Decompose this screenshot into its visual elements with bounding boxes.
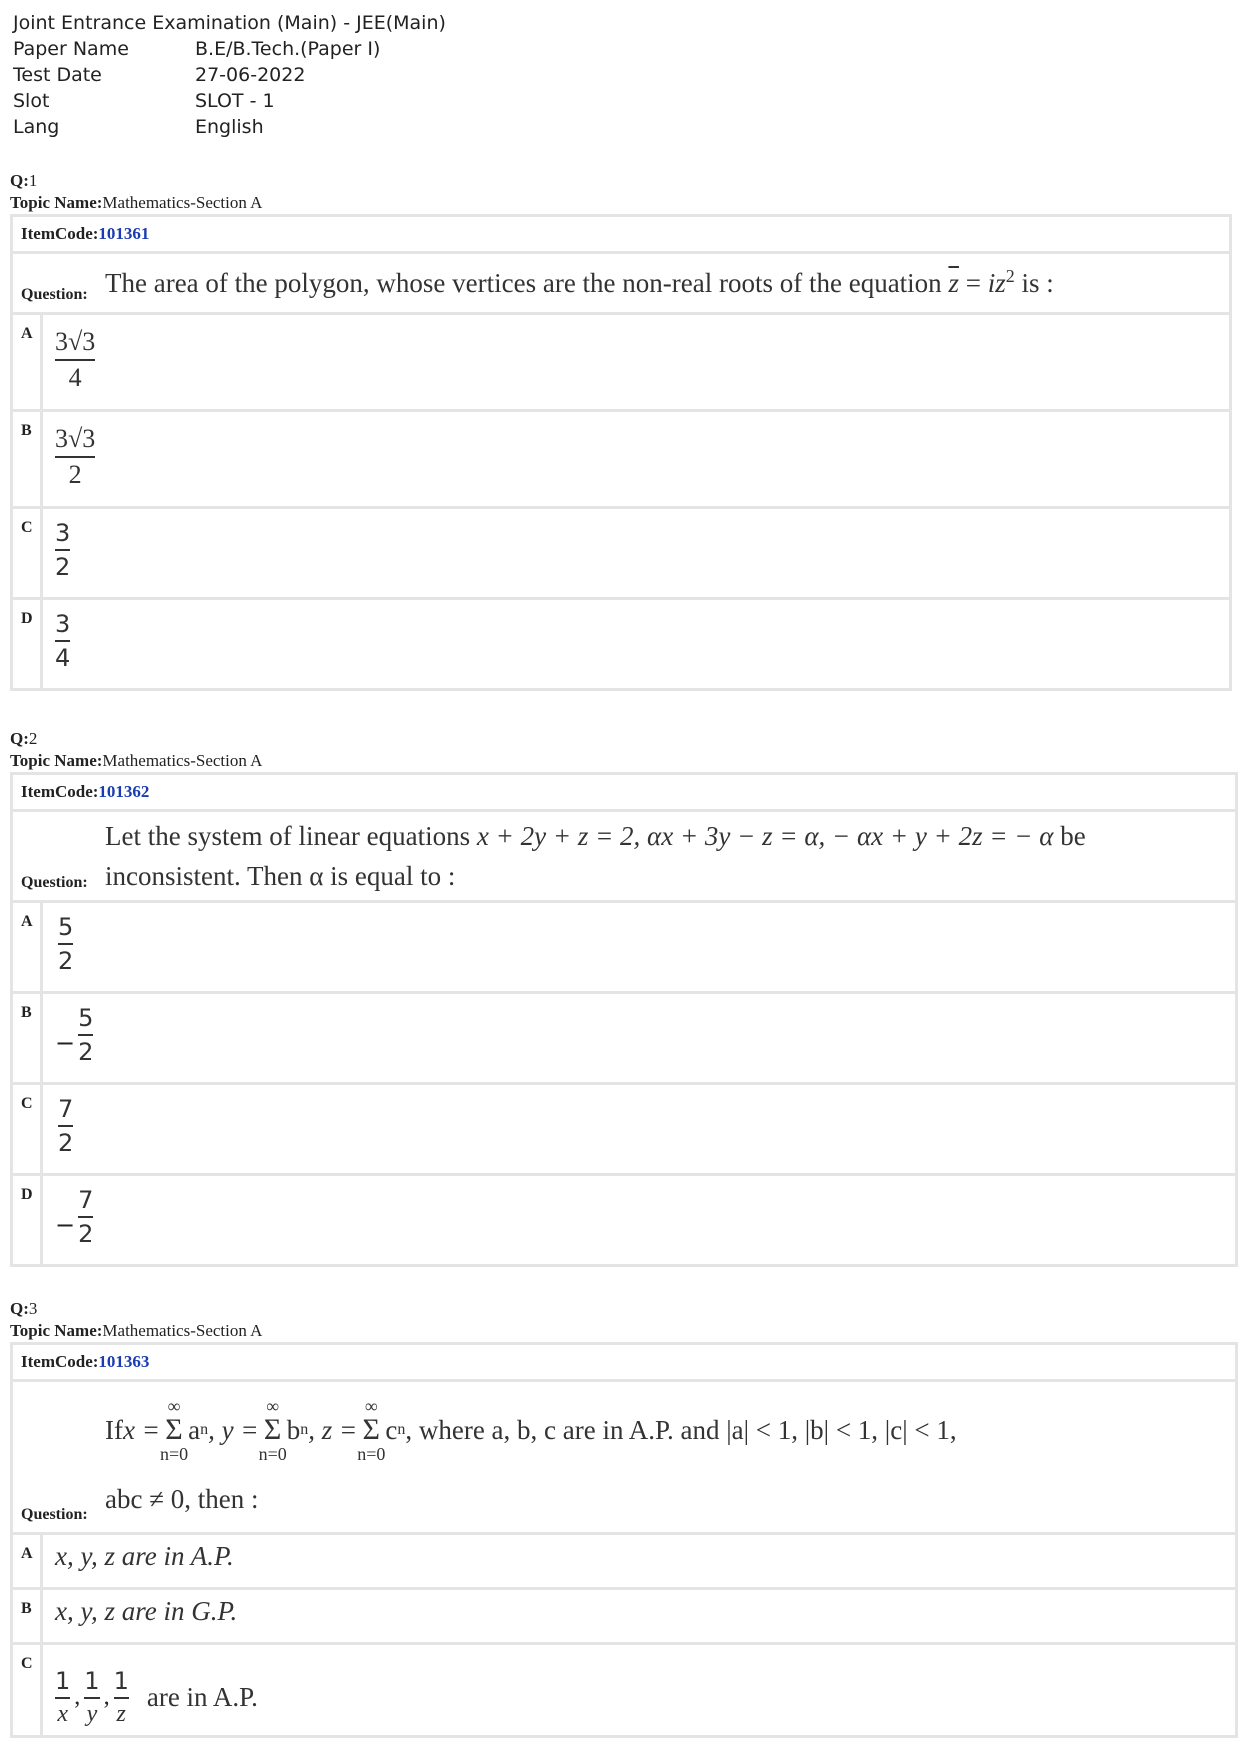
option-c[interactable]: C $\frac{1}{x}$ , $\frac{1}{y}$ , $\frac{1}{z}$ are in A.P. xyxy=(13,1645,1235,1735)
topic-name: Topic Name:Mathematics-Section A xyxy=(10,751,263,770)
option-fraction: $\frac{5}{2}$ xyxy=(58,913,74,975)
option-fraction: $\frac{1}{y}$ xyxy=(84,1666,100,1727)
option-label: C xyxy=(13,509,43,597)
option-label: D xyxy=(13,600,43,688)
question-text: The area of the polygon, whose vertices are the non-real roots of the equation $\overline{z} = iz^2$ is : xyxy=(105,266,1054,298)
meta-label: Paper Name xyxy=(13,38,129,60)
question-block-3 xyxy=(10,1298,1238,1738)
question-row xyxy=(13,254,1229,315)
question-table xyxy=(10,1342,1238,1738)
option-a[interactable] xyxy=(13,315,1229,412)
option-b[interactable] xyxy=(13,412,1229,509)
option-fraction: $\frac{7}{2}$ xyxy=(78,1186,94,1248)
item-code: 101362 xyxy=(98,782,150,801)
option-text: x, y, z are in G.P. xyxy=(55,1596,238,1626)
option-label: B xyxy=(13,412,43,506)
exam-title: Joint Entrance Examination (Main) - JEE(Main) xyxy=(13,12,446,34)
option-a[interactable] xyxy=(13,1535,1235,1590)
meta-value: English xyxy=(195,116,264,138)
option-fraction: $\frac{3}{2}$ xyxy=(55,519,71,581)
option-c[interactable] xyxy=(13,1085,1235,1176)
option-label: C xyxy=(13,1645,43,1735)
item-code-row: ItemCode:101361 xyxy=(13,217,1229,254)
question-block-1 xyxy=(10,170,1232,691)
option-fraction: $\frac{1}{z}$ xyxy=(113,1666,129,1727)
question-table xyxy=(10,214,1232,691)
option-b[interactable] xyxy=(13,1590,1235,1645)
option-fraction: $\frac{3√3}{2}$ xyxy=(55,424,96,489)
question-label: Question: xyxy=(21,874,88,891)
question-number: Q:1 xyxy=(10,171,38,190)
meta-label: Test Date xyxy=(13,64,102,86)
option-d[interactable]: D − $\frac{7}{2}$ xyxy=(13,1176,1235,1264)
option-label: A xyxy=(13,903,43,991)
summation: ∞ Σ n=0 xyxy=(357,1396,386,1464)
option-c[interactable] xyxy=(13,509,1229,600)
meta-value: 27-06-2022 xyxy=(195,64,306,86)
option-label: B xyxy=(13,994,43,1082)
option-label: A xyxy=(13,315,43,409)
exam-header xyxy=(13,10,446,140)
question-text: If x = ∞ Σ n=0 a n , y = ∞ Σ n=0 b n , z = ∞ Σ n=0 c n , where a, b, c are in A.P. and |a| < 1, |b| < 1, |c| < 1, abc ≠ 0, then : xyxy=(105,1396,957,1514)
meta-label: Lang xyxy=(13,116,60,138)
option-fraction: $\frac{3}{4}$ xyxy=(55,610,71,672)
summation: ∞ Σ n=0 xyxy=(159,1396,189,1464)
item-code: 101361 xyxy=(98,224,150,243)
option-text: are in A.P. xyxy=(146,1681,258,1712)
option-fraction: $\frac{3√3}{4}$ xyxy=(55,327,96,392)
item-code-row: ItemCode:101363 xyxy=(13,1345,1235,1382)
question-table xyxy=(10,772,1238,1267)
meta-value: B.E/B.Tech.(Paper I) xyxy=(195,38,381,60)
summation: ∞ Σ n=0 xyxy=(258,1396,287,1464)
question-label: Question: xyxy=(21,1506,88,1523)
question-row xyxy=(13,812,1235,903)
option-a[interactable] xyxy=(13,903,1235,994)
question-block-2 xyxy=(10,728,1238,1267)
option-fraction: $\frac{5}{2}$ xyxy=(78,1004,94,1066)
option-text: x, y, z are in A.P. xyxy=(55,1541,234,1571)
option-label: C xyxy=(13,1085,43,1173)
question-text: Let the system of linear equations x + 2y + z = 2, αx + 3y − z = α, − αx + y + 2z = − α be inconsistent. Then α is equal to : xyxy=(105,821,1086,891)
item-code: 101363 xyxy=(98,1352,150,1371)
option-label: A xyxy=(13,1535,43,1587)
question-number: Q:3 xyxy=(10,1299,38,1318)
item-code-row: ItemCode:101362 xyxy=(13,775,1235,812)
question-number: Q:2 xyxy=(10,729,38,748)
option-label: D xyxy=(13,1176,43,1264)
option-fraction: $\frac{1}{x}$ xyxy=(55,1666,71,1727)
topic-name: Topic Name:Mathematics-Section A xyxy=(10,1321,263,1340)
exam-meta xyxy=(13,36,446,140)
question-row xyxy=(13,1382,1235,1535)
option-label: B xyxy=(13,1590,43,1642)
question-label: Question: xyxy=(21,286,88,303)
topic-name: Topic Name:Mathematics-Section A xyxy=(10,193,263,212)
option-b[interactable]: B − $\frac{5}{2}$ xyxy=(13,994,1235,1085)
option-d[interactable] xyxy=(13,600,1229,688)
meta-value: SLOT - 1 xyxy=(195,90,275,112)
meta-label: Slot xyxy=(13,90,50,112)
option-fraction: $\frac{7}{2}$ xyxy=(58,1095,74,1157)
